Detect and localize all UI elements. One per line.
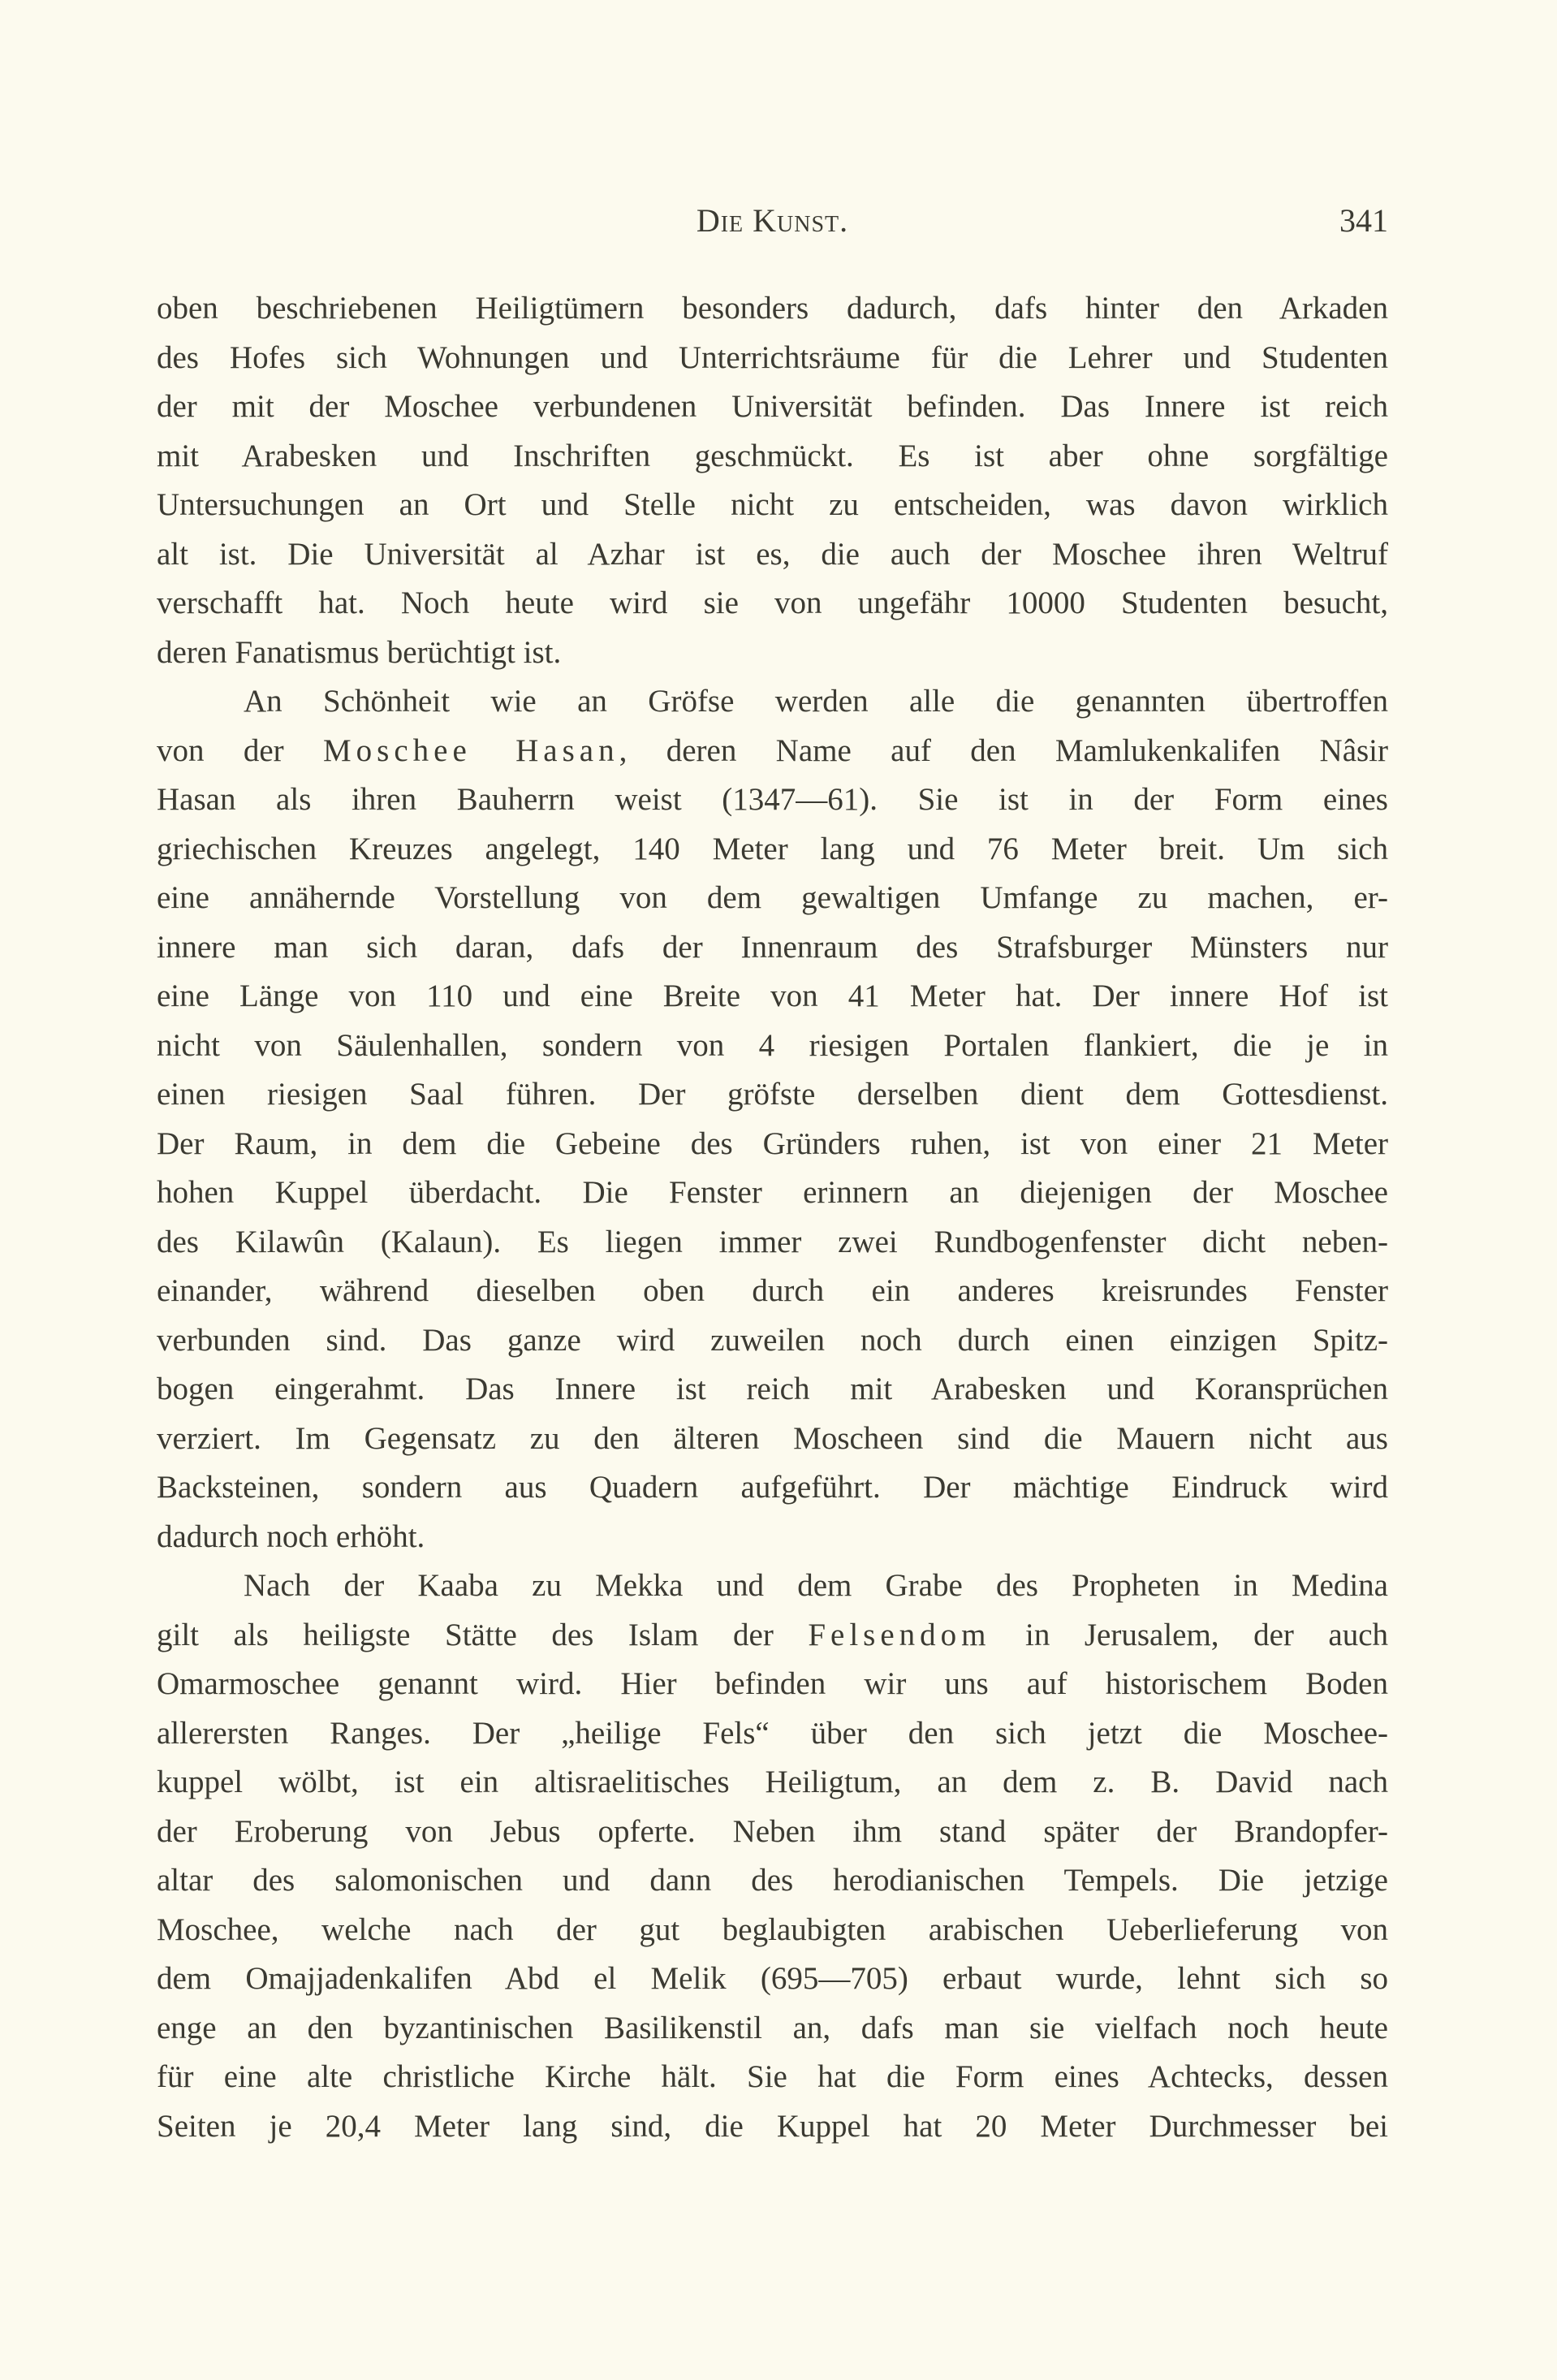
- body-text: [157, 284, 1388, 2151]
- text-segment: in Jerusalem, der auch: [990, 1617, 1389, 1652]
- paragraph-start-line: An Schönheit wie an Gröfse werden alle die genannten übertroffen: [244, 684, 1388, 719]
- text-line: Omarmoschee genannt wird. Hier befinden wir uns auf historischem Boden: [157, 1666, 1388, 1701]
- text-line: des Hofes sich Wohnungen und Unterrichtsräume für die Lehrer und Studenten: [157, 339, 1388, 375]
- text-line: hohen Kuppel überdacht. Die Fenster erinnern an diejenigen der Moschee: [157, 1175, 1388, 1210]
- text-line: des Kilawûn (Kalaun). Es liegen immer zwei Rundbogenfenster dicht neben-: [157, 1224, 1388, 1259]
- text-line: Untersuchungen an Ort und Stelle nicht zu entscheiden, was davon wirklich: [157, 487, 1388, 522]
- running-header: [157, 201, 1388, 250]
- paragraph-start-line: Nach der Kaaba zu Mekka und dem Grabe des Propheten in Medina: [244, 1568, 1388, 1603]
- text-line: verbunden sind. Das ganze wird zuweilen noch durch einen einzigen Spitz-: [157, 1322, 1388, 1358]
- text-line: deren Fanatismus berüchtigt ist.: [157, 634, 562, 670]
- text-line: Backsteinen, sondern aus Quadern aufgeführt. Der mächtige Eindruck wird: [157, 1470, 1388, 1505]
- page-number: 341: [1339, 202, 1388, 239]
- text-line: Seiten je 20,4 Meter lang sind, die Kuppel hat 20 Meter Durchmesser bei: [157, 2108, 1388, 2144]
- text-line: Moschee, welche nach der gut beglaubigten arabischen Ueberlieferung von: [157, 1911, 1388, 1947]
- text-line: mit Arabesken und Inschriften geschmückt. Es ist aber ohne sorgfältige: [157, 438, 1388, 473]
- text-line: innere man sich daran, dafs der Innenraum des Strafsburger Münsters nur: [157, 929, 1388, 965]
- text-line: einander, während dieselben oben durch ein anderes kreisrundes Fenster: [157, 1273, 1388, 1308]
- text-line: einen riesigen Saal führen. Der gröfste derselben dient dem Gottesdienst.: [157, 1077, 1388, 1112]
- text-segment: , deren Name auf den Mamlukenkalifen Nâsir: [619, 732, 1388, 768]
- text-line: nicht von Säulenhallen, sondern von 4 riesigen Portalen flankiert, die je in: [157, 1027, 1388, 1063]
- text-line: eine Länge von 110 und eine Breite von 41 Meter hat. Der innere Hof ist: [157, 978, 1388, 1013]
- text-line: der Eroberung von Jebus opferte. Neben ihm stand später der Brandopfer-: [157, 1813, 1388, 1849]
- text-line: griechischen Kreuzes angelegt, 140 Meter lang und 76 Meter breit. Um sich: [157, 831, 1388, 866]
- text-segment: gilt als heiligste Stätte des Islam der: [157, 1617, 809, 1652]
- text-line: verschafft hat. Noch heute wird sie von ungefähr 10000 Studenten besucht,: [157, 585, 1388, 620]
- text-line: kuppel wölbt, ist ein altisraelitisches Heiligtum, an dem z. B. David nach: [157, 1764, 1388, 1799]
- text-line: [157, 727, 1388, 776]
- text-line: [157, 1611, 1388, 1661]
- text-line: Der Raum, in dem die Gebeine des Gründers ruhen, ist von einer 21 Meter: [157, 1125, 1388, 1161]
- spaced-emphasis: Felsendom: [808, 1617, 991, 1652]
- text-line: bogen eingerahmt. Das Innere ist reich mit Arabesken und Koransprüchen: [157, 1371, 1388, 1406]
- text-line: enge an den byzantinischen Basilikenstil an, dafs man sie vielfach noch heute: [157, 2010, 1388, 2045]
- text-line: der mit der Moschee verbundenen Universität befinden. Das Innere ist reich: [157, 389, 1388, 424]
- running-title: Die Kunst.: [696, 202, 849, 239]
- text-line: altar des salomonischen und dann des herodianischen Tempels. Die jetzige: [157, 1863, 1388, 1898]
- text-line: eine annähernde Vorstellung von dem gewaltigen Umfange zu machen, er-: [157, 880, 1388, 915]
- text-line: oben beschriebenen Heiligtümern besonders dadurch, dafs hinter den Arkaden: [157, 291, 1388, 326]
- text-line: allerersten Ranges. Der „heilige Fels“ über den sich jetzt die Moschee-: [157, 1715, 1388, 1751]
- text-line: Hasan als ihren Bauherrn weist (1347—61). Sie ist in der Form eines: [157, 782, 1388, 817]
- text-line: für eine alte christliche Kirche hält. Sie hat die Form eines Achtecks, dessen: [157, 2059, 1388, 2094]
- text-segment: von der: [157, 732, 323, 768]
- text-line: verziert. Im Gegensatz zu den älteren Moscheen sind die Mauern nicht aus: [157, 1420, 1388, 1456]
- text-line: dem Omajjadenkalifen Abd el Melik (695—705) erbaut wurde, lehnt sich so: [157, 1961, 1388, 1996]
- spaced-emphasis: Moschee Hasan: [323, 732, 619, 768]
- text-line: alt ist. Die Universität al Azhar ist es, die auch der Moschee ihren Weltruf: [157, 536, 1388, 572]
- text-line: dadurch noch erhöht.: [157, 1518, 425, 1554]
